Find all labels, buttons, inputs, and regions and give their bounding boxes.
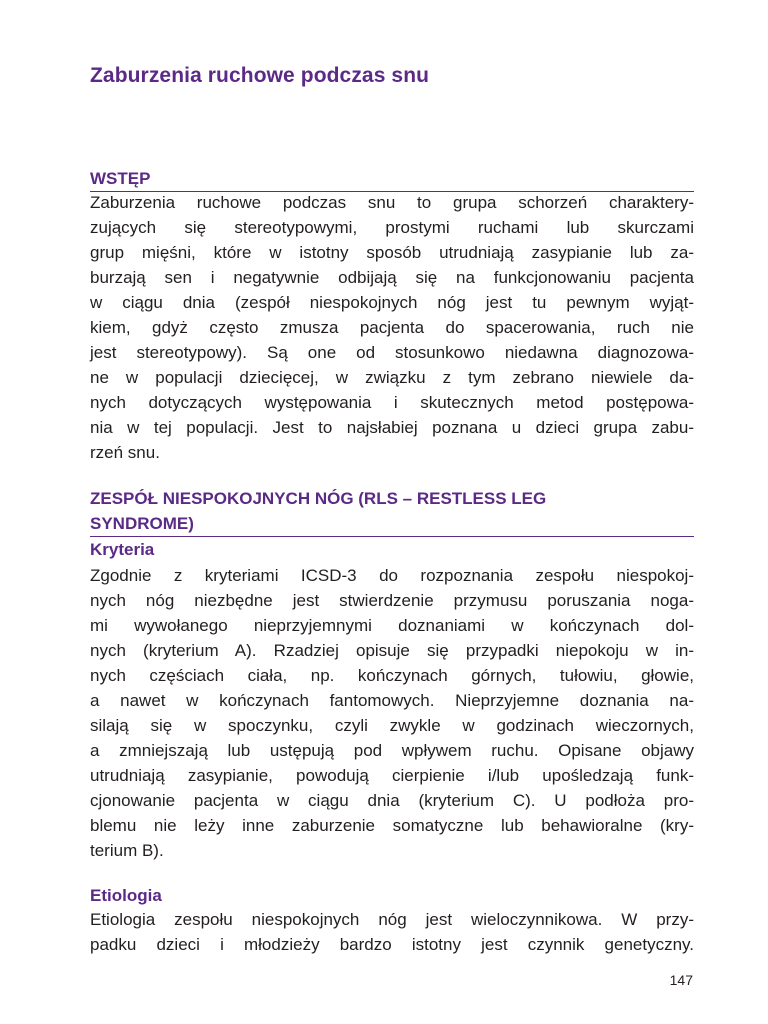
subheading-criteria: Kryteria — [90, 540, 155, 559]
text-line: mi wywołanego nieprzyjemnymi doznaniami w kończynach dol- — [90, 616, 694, 635]
text-line: nia w tej populacji. Jest to najsłabiej poznana u dzieci grupa zabu- — [90, 418, 694, 437]
text-line: silają się w spoczynku, czyli zwykle w godzinach wieczornych, — [90, 716, 694, 735]
text-line: cjonowanie pacjenta w ciągu dnia (kryterium C). U podłoża pro- — [90, 791, 694, 810]
text-line: padku dzieci i młodzieży bardzo istotny jest czynnik genetyczny. — [90, 935, 694, 954]
text-line: zujących się stereotypowymi, prostymi ruchami lub skurczami — [90, 218, 694, 237]
subheading-etiology: Etiologia — [90, 886, 162, 905]
text-line: nych nóg niezbędne jest stwierdzenie przymusu poruszania noga- — [90, 591, 694, 610]
section-heading-intro: WSTĘP — [90, 166, 694, 192]
text-line: ne w populacji dziecięcej, w związku z tym zebrano niewiele da- — [90, 368, 694, 387]
text-line: a zmniejszają lub ustępują pod wpływem ruchu. Opisane objawy — [90, 741, 694, 760]
text-line: nych (kryterium A). Rzadziej opisuje się przypadki niepokoju w in- — [90, 641, 694, 660]
text-line: jest stereotypowy). Są one od stosunkowo niedawna diagnozowa- — [90, 343, 694, 362]
text-line: Zaburzenia ruchowe podczas snu to grupa schorzeń charaktery- — [90, 193, 694, 212]
text-line: a nawet w kończynach fantomowych. Nieprzyjemne doznania na- — [90, 691, 694, 710]
page-title: Zaburzenia ruchowe podczas snu — [90, 64, 430, 87]
page-number: 147 — [669, 972, 693, 988]
section-heading-rls-line2: SYNDROME) — [90, 514, 194, 533]
section-heading-rls-line1: ZESPÓŁ NIESPOKOJNYCH NÓG (RLS – RESTLESS LEG — [90, 489, 547, 508]
text-line: burzają sen i negatywnie odbijają się na funkcjonowaniu pacjenta — [90, 268, 694, 287]
text-line: w ciągu dnia (zespół niespokojnych nóg jest tu pewnym wyjąt- — [90, 293, 694, 312]
text-line: kiem, gdyż często zmusza pacjenta do spacerowania, ruch nie — [90, 318, 694, 337]
text-line: Zgodnie z kryteriami ICSD-3 do rozpoznania zespołu niespokoj- — [90, 566, 694, 585]
text-line: grup mięśni, które w istotny sposób utrudniają zasypianie lub za- — [90, 243, 694, 262]
text-line: rzeń snu. — [90, 443, 160, 462]
section-heading-rls — [90, 486, 694, 537]
text-line: blemu nie leży inne zaburzenie somatyczne lub behawioralne (kry- — [90, 816, 694, 835]
criteria-paragraph — [90, 563, 694, 863]
text-line: nych dotyczących występowania i skutecznych metod postępowa- — [90, 393, 694, 412]
text-line: utrudniają zasypianie, powodują cierpienie i/lub upośledzają funk- — [90, 766, 694, 785]
text-line: nych częściach ciała, np. kończynach górnych, tułowiu, głowie, — [90, 666, 694, 685]
etiology-paragraph — [90, 907, 694, 957]
intro-paragraph — [90, 190, 694, 465]
text-line: terium B). — [90, 841, 164, 860]
text-line: Etiologia zespołu niespokojnych nóg jest wieloczynnikowa. W przy- — [90, 910, 694, 929]
